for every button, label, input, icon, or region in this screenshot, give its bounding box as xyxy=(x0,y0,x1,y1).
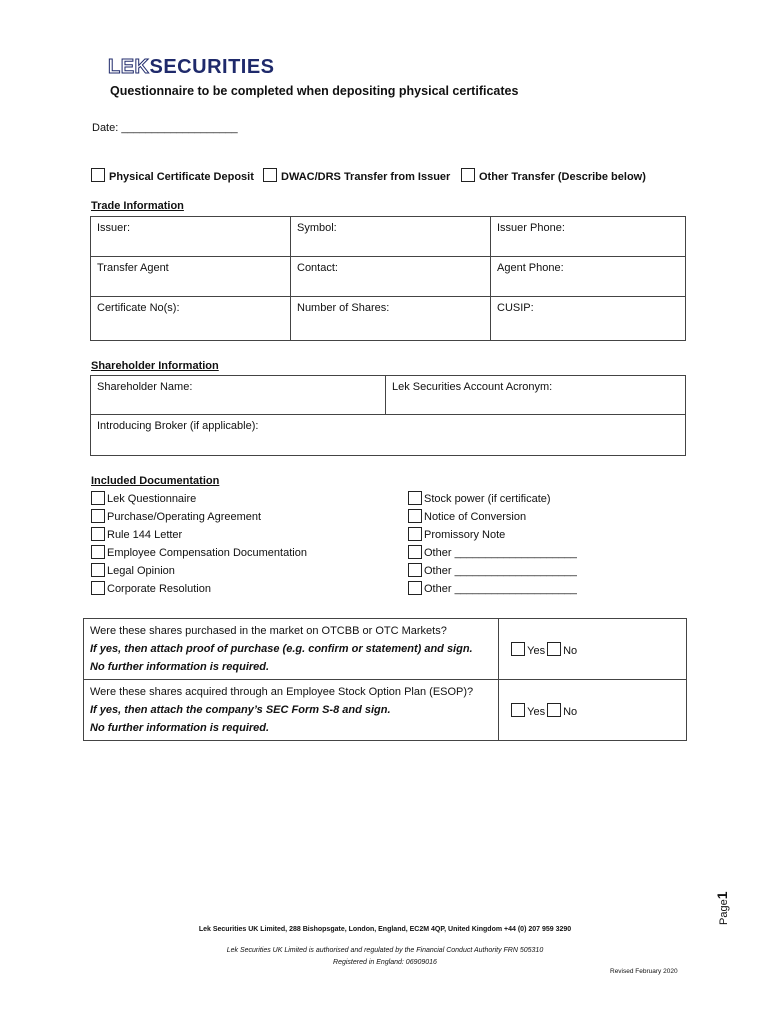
shareholder-name-cell[interactable]: Shareholder Name: xyxy=(91,376,386,415)
checkbox[interactable] xyxy=(91,168,105,182)
documentation-left-list xyxy=(91,491,307,599)
question-1 xyxy=(84,619,499,680)
checkbox[interactable] xyxy=(91,581,105,595)
checkbox[interactable] xyxy=(461,168,475,182)
issuer-phone-cell[interactable]: Issuer Phone: xyxy=(491,217,686,257)
shareholder-info-table xyxy=(90,375,686,456)
doc-label: Other ____________________ xyxy=(424,547,577,559)
checkbox[interactable] xyxy=(408,581,422,595)
introducing-broker-cell[interactable]: Introducing Broker (if applicable): xyxy=(91,415,686,456)
question-2 xyxy=(84,680,499,741)
issuer-cell[interactable]: Issuer: xyxy=(91,217,291,257)
logo-securities: SECURITIES xyxy=(149,56,275,78)
documentation-right-list xyxy=(408,491,577,599)
doc-label: Legal Opinion xyxy=(107,565,175,577)
yes-checkbox[interactable] xyxy=(511,642,525,656)
deposit-type-label: Other Transfer (Describe below) xyxy=(479,171,646,183)
page-number xyxy=(714,885,754,925)
deposit-type-other[interactable] xyxy=(461,168,646,183)
checkbox[interactable] xyxy=(408,527,422,541)
cusip-cell[interactable]: CUSIP: xyxy=(491,297,686,341)
page-title: Questionnaire to be completed when depositing physical certificates xyxy=(110,84,519,98)
question-text: Were these shares purchased in the market on OTCBB or OTC Markets? xyxy=(90,625,447,637)
contact-cell[interactable]: Contact: xyxy=(291,257,491,297)
deposit-type-physical[interactable] xyxy=(91,168,254,183)
doc-item[interactable] xyxy=(408,491,577,509)
questions-table xyxy=(83,618,687,741)
doc-label: Purchase/Operating Agreement xyxy=(107,511,262,523)
no-label: No xyxy=(563,705,578,718)
doc-label: Other ____________________ xyxy=(424,565,577,577)
checkbox[interactable] xyxy=(408,491,422,505)
checkbox[interactable] xyxy=(91,563,105,577)
doc-item[interactable] xyxy=(91,527,307,545)
doc-item[interactable] xyxy=(408,527,577,545)
yes-label: Yes xyxy=(527,705,546,718)
revised-date: Revised February 2020 xyxy=(610,968,678,975)
doc-label: Notice of Conversion xyxy=(424,511,527,523)
no-checkbox[interactable] xyxy=(547,642,561,656)
doc-label: Promissory Note xyxy=(424,529,506,541)
checkbox[interactable] xyxy=(408,563,422,577)
question-1-answer xyxy=(499,619,687,680)
number-of-shares-cell[interactable]: Number of Shares: xyxy=(291,297,491,341)
checkbox[interactable] xyxy=(91,509,105,523)
doc-item[interactable] xyxy=(91,509,307,527)
doc-item[interactable] xyxy=(91,491,307,509)
symbol-cell[interactable]: Symbol: xyxy=(291,217,491,257)
transfer-agent-cell[interactable]: Transfer Agent xyxy=(91,257,291,297)
agent-phone-cell[interactable]: Agent Phone: xyxy=(491,257,686,297)
question-text: Were these shares acquired through an Employee Stock Option Plan (ESOP)? xyxy=(90,686,474,698)
doc-item[interactable] xyxy=(408,581,577,599)
doc-label: Corporate Resolution xyxy=(107,583,211,595)
question-instruction: If yes, then attach the company’s SEC Form S-8 and sign. xyxy=(90,704,391,716)
doc-item[interactable] xyxy=(91,545,307,563)
question-instruction: No further information is required. xyxy=(90,722,270,734)
page-label: Page xyxy=(718,899,730,925)
logo-lek: LEK xyxy=(108,56,150,78)
checkbox[interactable] xyxy=(91,491,105,505)
footer-registered: Registered in England: 06909016 xyxy=(333,959,437,966)
doc-item[interactable] xyxy=(91,563,307,581)
shareholder-info-heading: Shareholder Information xyxy=(91,360,219,372)
trade-info-heading: Trade Information xyxy=(91,200,184,212)
company-logo xyxy=(108,56,275,79)
page-number-value: 1 xyxy=(714,891,730,900)
doc-label: Lek Questionnaire xyxy=(107,493,197,505)
doc-label: Employee Compensation Documentation xyxy=(107,547,307,559)
certificate-no-cell[interactable]: Certificate No(s): xyxy=(91,297,291,341)
doc-label: Rule 144 Letter xyxy=(107,529,183,541)
question-instruction: No further information is required. xyxy=(90,661,270,673)
deposit-type-dwac[interactable] xyxy=(263,168,450,183)
account-acronym-cell[interactable]: Lek Securities Account Acronym: xyxy=(386,376,686,415)
deposit-type-label: DWAC/DRS Transfer from Issuer xyxy=(281,171,451,183)
yes-checkbox[interactable] xyxy=(511,703,525,717)
no-label: No xyxy=(563,644,578,657)
doc-item[interactable] xyxy=(408,563,577,581)
footer-address: Lek Securities UK Limited, 288 Bishopsgate, London, England, EC2M 4QP, United Kingdom +44 (0) 207 959 3290 xyxy=(198,926,572,933)
doc-label: Stock power (if certificate) xyxy=(424,493,551,505)
doc-item[interactable] xyxy=(408,545,577,563)
checkbox[interactable] xyxy=(91,545,105,559)
checkbox[interactable] xyxy=(408,509,422,523)
checkbox[interactable] xyxy=(91,527,105,541)
trade-info-table xyxy=(90,216,686,341)
doc-label: Other ____________________ xyxy=(424,583,577,595)
checkbox[interactable] xyxy=(263,168,277,182)
doc-item[interactable] xyxy=(91,581,307,599)
no-checkbox[interactable] xyxy=(547,703,561,717)
footer-regulated: Lek Securities UK Limited is authorised and regulated by the Financial Conduct Authority FRN 505310 xyxy=(226,947,544,954)
question-2-answer xyxy=(499,680,687,741)
question-instruction: If yes, then attach proof of purchase (e.g. confirm or statement) and sign. xyxy=(90,643,473,655)
date-field[interactable]: Date: ___________________ xyxy=(92,122,238,134)
documentation-heading: Included Documentation xyxy=(91,475,220,487)
yes-label: Yes xyxy=(527,644,546,657)
checkbox[interactable] xyxy=(408,545,422,559)
doc-item[interactable] xyxy=(408,509,577,527)
deposit-type-label: Physical Certificate Deposit xyxy=(109,171,254,183)
